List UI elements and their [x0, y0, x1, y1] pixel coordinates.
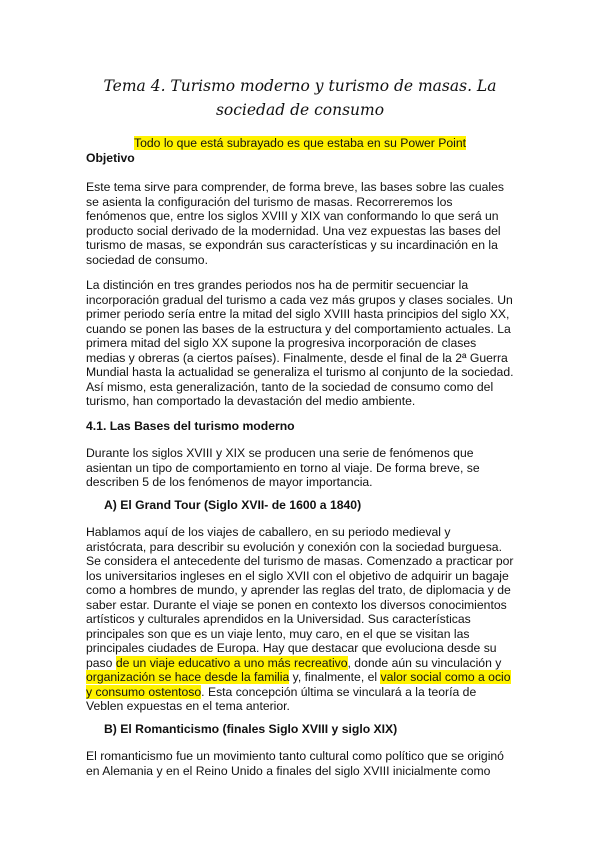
subheading-grand-tour: A) El Grand Tour (Siglo XVII- de 1600 a 1840)	[104, 498, 362, 512]
objetivo-heading: Objetivo	[86, 151, 135, 165]
highlighted-text: de un viaje educativo a uno más recreativo	[115, 655, 348, 670]
paragraph-periods: La distinción en tres grandes periodos nos ha de permitir secuenciar la incorporación gradual del turismo a cada vez más grupos y clases sociales. Un primer periodo sería entre la mitad del siglo XVIII hasta principios del siglo XX, cuando se ponen las bases de la estructura y del comportamiento actuales. La primera mitad del siglo XX supone la progresiva incorporación de clases medias y obreras (a ciertos países). Finalmente, desde el final de la 2ª Guerra Mundial hasta la actualidad se generaliza el turismo al conjunto de la sociedad. Así mismo, esta generalización, tanto de la sociedad de consumo como del turismo, han comportado la devastación del medio ambiente.	[86, 278, 514, 408]
section-heading: 4.1. Las Bases del turismo moderno	[86, 419, 295, 433]
text-run: y, finalmente, el	[289, 670, 381, 684]
paragraph-romanticismo: El romanticismo fue un movimiento tanto cultural como político que se originó en Alemania y en el Reino Unido a finales del siglo XVIII inicialmente como	[86, 749, 504, 778]
page-title: Tema 4. Turismo moderno y turismo de masas. La sociedad de consumo	[103, 77, 497, 119]
paragraph-intro: Este tema sirve para comprender, de forma breve, las bases sobre las cuales se asienta la configuración del turismo de masas. Recorreremos los fenómenos que, entre los siglos XVIII y XIX van conformando lo que será un producto social derivado de la modernidad. Una vez expuestas las bases del turismo de masas, se expondrán sus características y su incardinación en la sociedad de consumo.	[86, 180, 504, 267]
highlight-notice	[0, 136, 600, 150]
highlighted-text: organización se hace desde la familia	[86, 670, 290, 684]
notice-text: Todo lo que está subrayado es que estaba en su Power Point	[134, 136, 466, 150]
paragraph-phenomena: Durante los siglos XVIII y XIX se producen una serie de fenómenos que asientan un tipo de comportamiento en torno al viaje. De forma breve, se describen 5 de los fenómenos de mayor importancia.	[86, 446, 480, 489]
subheading-romanticismo: B) El Romanticismo (finales Siglo XVIII y siglo XIX)	[104, 722, 398, 736]
text-run: Hablamos aquí de los viajes de caballero, en su periodo medieval y aristócrata, para describir su evolución y conexión con la sociedad burguesa. Se considera el antecedente del turismo de masas. Comenzado a practicar por los universitarios ingleses en el siglo XVII con el objetivo de adquirir un bagaje como a hombres de mundo, y aprender las reglas del trato, de diplomacia y de saber estar. Durante el viaje se ponen en contexto los diversos conocimientos artísticos y culturales aprendidos en la Universidad. Sus características principales son que es un viaje lento, muy caro, en el que se visitan las principales ciudades de Europa. Hay que destacar que evoluciona desde su paso	[86, 525, 514, 670]
highlighted-text: valor social como a ocio y consumo ostentoso	[86, 670, 511, 699]
text-run: , donde aún su vinculación y	[347, 655, 502, 670]
paragraph-grand-tour	[86, 525, 514, 714]
text-run: . Esta concepción última se vinculará a la teoría de Veblen expuestas en el tema anterior.	[86, 684, 477, 713]
